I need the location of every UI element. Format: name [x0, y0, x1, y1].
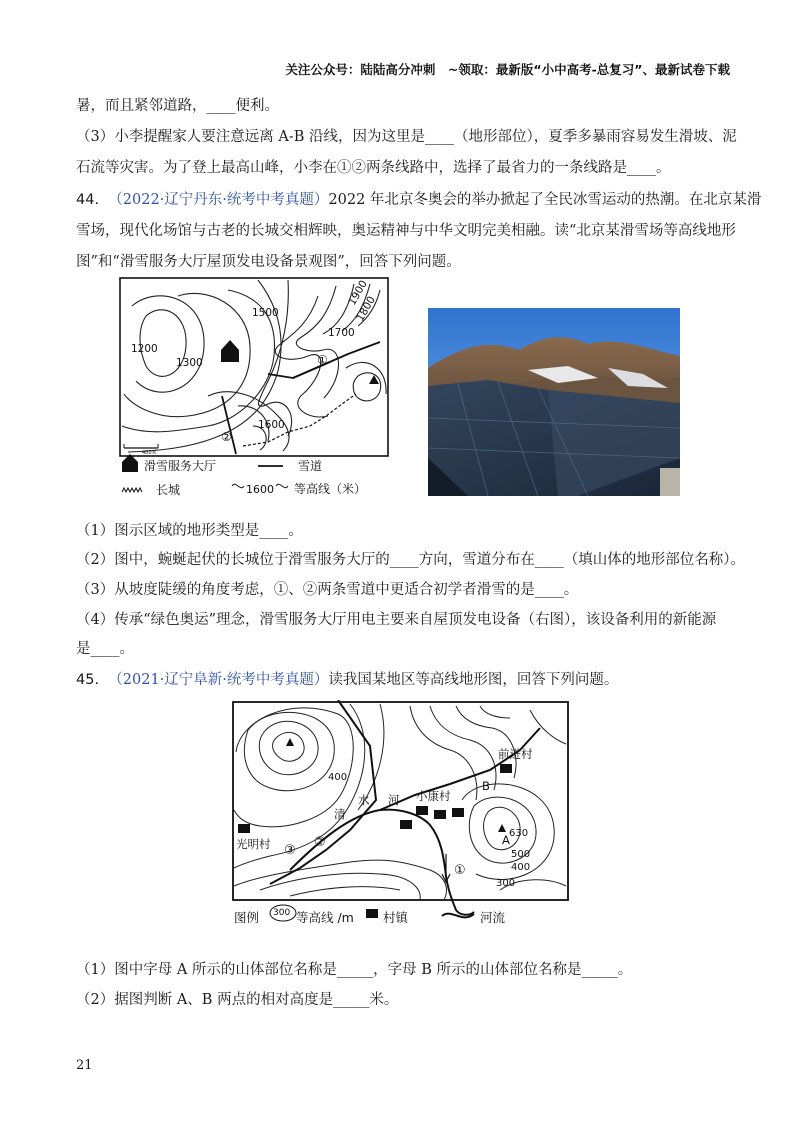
route-2-label: ② — [221, 430, 232, 444]
river-name-char: 河 — [388, 793, 400, 807]
legend-title: 图例 — [234, 910, 260, 925]
text-line: （3）小李提醒家人要注意远离 A-B 沿线，因为这里是____（地形部位），夏季多暴雨容易发生滑坡、泥 — [76, 129, 737, 145]
point-a-label: A — [502, 833, 510, 847]
text-line: 图”和“滑雪服务大厅屋顶发电设备景观图”，回答下列问题。 — [76, 254, 461, 270]
contour-label: 1900 — [346, 278, 370, 308]
question-line: （2）据图判断 A、B 两点的相对高度是_____米。 — [76, 992, 399, 1008]
legend-river-label: 河流 — [480, 910, 506, 925]
legend-contour-value: 300 — [273, 908, 291, 918]
ski-resort-contour-map — [118, 276, 393, 500]
question-line: （1）图中字母 A 所示的山体部位名称是_____，字母 B 所示的山体部位名称是_____。 — [76, 962, 633, 978]
question-line: 是____。 — [76, 641, 134, 657]
contour-label: 400 — [511, 862, 531, 873]
village-icon — [452, 808, 464, 817]
question-line: （2）图中，蜿蜒起伏的长城位于滑雪服务大厅的____方向，雪道分布在____（填山体的地形部位名称）。 — [76, 552, 745, 568]
question-45-intro — [76, 670, 736, 690]
route-1-label: ① — [454, 863, 466, 878]
legend-wall-label: 长城 — [156, 483, 181, 497]
village-icon — [416, 806, 428, 815]
point-b-label: B — [482, 779, 490, 793]
contour-label: 500 — [511, 849, 531, 860]
village-icon — [500, 764, 512, 773]
intro-text: 读我国某地区等高线地形图，回答下列问题。 — [328, 672, 619, 688]
village-qianjin-label: 前进村 — [498, 747, 533, 761]
legend-contour-label: 等高线（米） — [294, 482, 367, 496]
route-3-label: ③ — [284, 843, 296, 858]
legend-wall-icon — [122, 488, 142, 492]
contour-label: 1600 — [258, 419, 285, 431]
contour-label: 1800 — [354, 294, 378, 324]
question-line: （1）图示区域的地形类型是____。 — [76, 523, 303, 539]
svg-text:400米: 400米 — [142, 450, 157, 456]
text-line: 雪场，现代化场馆与古老的长城交相辉映，奥运精神与中华文明完美相融。读“北京某滑雪场等高线地形 — [76, 223, 736, 239]
page-number: 21 — [76, 1058, 93, 1073]
text-line: 石流等灾害。为了登上最高山峰，小李在①②两条线路中，选择了最省力的一条线路是____。 — [76, 160, 671, 176]
legend-village-icon — [366, 909, 378, 918]
question-number: 44. — [76, 192, 100, 208]
text-line: 暑，而且紧邻道路，____便利。 — [76, 98, 279, 114]
question-number: 45. — [76, 672, 100, 688]
question-source: （2022·辽宁丹东·统考中考真题） — [108, 192, 329, 208]
village-icon — [400, 820, 412, 829]
village-icon — [434, 810, 446, 819]
legend-village-label: 村镇 — [383, 910, 409, 925]
question-source: （2021·辽宁阜新·统考中考真题） — [108, 672, 329, 688]
question-line: （3）从坡度陡缓的角度考虑，①、②两条雪道中更适合初学者滑雪的是____。 — [76, 582, 579, 598]
solar-roof-photo — [428, 308, 680, 496]
route-1-label: ① — [317, 353, 328, 367]
river-name-char: 清 — [334, 807, 346, 821]
legend-contour-value: 1600 — [246, 483, 274, 496]
legend-contour-label: 等高线 /m — [296, 910, 354, 925]
contour-label: 400 — [328, 772, 348, 783]
river-area-contour-map — [230, 700, 575, 932]
contour-label: 1700 — [328, 327, 355, 339]
village-icon — [238, 824, 250, 833]
question-line: （4）传承“绿色奥运”理念，滑雪服务大厅用电主要来自屋顶发电设备（右图），该设备利用的新能源 — [76, 612, 717, 628]
peak-elevation-label: 630 — [509, 828, 529, 839]
contour-label: 1300 — [176, 357, 203, 369]
village-guangming-label: 光明村 — [236, 837, 271, 851]
legend-contour-icon — [232, 484, 244, 487]
contour-label: 1500 — [252, 307, 279, 319]
legend-hall-label: 滑雪服务大厅 — [144, 459, 217, 473]
village-xiaokang-label: 小康村 — [416, 789, 451, 803]
page-header: 关注公众号：陆陆高分冲刺 ~领取：最新版“小中高考-总复习”、最新试卷下载 — [285, 62, 730, 77]
contour-label: 1200 — [131, 343, 158, 355]
route-2-label: ② — [314, 835, 326, 850]
river-name-char: 水 — [358, 793, 370, 807]
question-44-intro — [76, 190, 762, 210]
intro-text: 2022 年北京冬奥会的举办掀起了全民冰雪运动的热潮。在北京某滑 — [328, 192, 762, 208]
contour-label: 300 — [496, 878, 516, 889]
legend-trail-label: 雪道 — [298, 459, 323, 473]
